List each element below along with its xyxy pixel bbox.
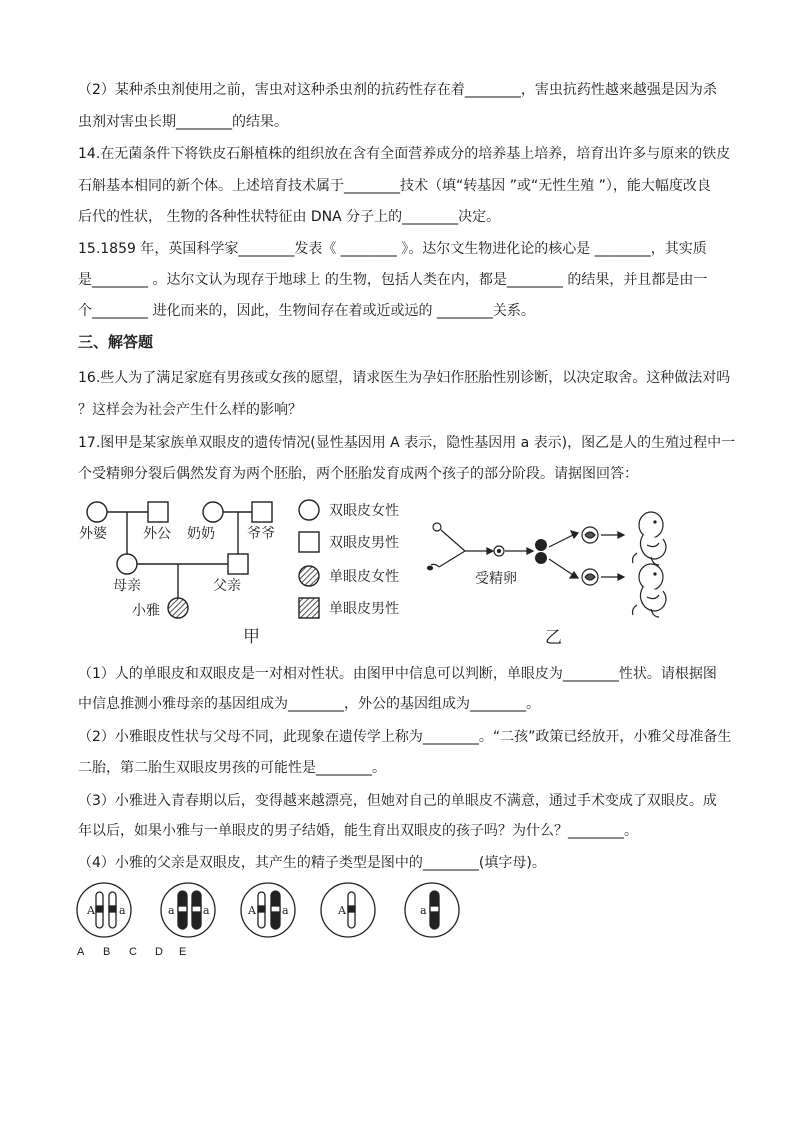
chromosome-cells <box>74 882 474 940</box>
option-e: E <box>179 946 187 958</box>
mother-symbol <box>117 554 137 574</box>
section-title: 三、解答题 <box>78 333 154 351</box>
waigong-label: 外公 <box>143 526 171 542</box>
cell-b-right-allele: a <box>203 904 210 917</box>
q17-2-line2: 二胎，第二胎生双眼皮男孩的可能性是________。 <box>78 760 386 776</box>
option-a: A <box>77 946 85 958</box>
cell-d-allele: A <box>338 904 346 917</box>
cell-c-left-allele: A <box>248 904 256 917</box>
father-label: 父亲 <box>213 578 241 594</box>
waipo-symbol <box>87 502 107 522</box>
yeye-symbol <box>252 502 272 522</box>
yeye-label: 爷爷 <box>247 526 275 542</box>
waipo-label: 外婆 <box>79 526 107 542</box>
q16-line2: ？这样会为社会产生什么样的影响？ <box>78 402 302 418</box>
q17-2-line1: （2）小雅眼皮性状与父母不同，此现象在遗传学上称为________。“二孩”政策已经放开，小雅父母准备生 <box>78 729 732 745</box>
option-c: C <box>129 946 137 958</box>
xiaoya-symbol <box>168 598 188 618</box>
waigong-symbol <box>148 502 168 522</box>
q14-line3: 后代的性状， 生物的各种性状特征由 DNA 分子上的________决定。 <box>78 209 501 225</box>
twin-development-figure <box>425 505 680 650</box>
legend-single-male-label: 单眼皮男性 <box>329 601 399 617</box>
q15-line1: 15.1859 年，英国科学家________发表《 ________ 》。达尔文生物进化论的核心是 ________，其实质 <box>78 241 707 257</box>
q13-part2-line2: 虫剂对害虫长期________的结果。 <box>78 114 288 130</box>
legend-single-female-label: 单眼皮女性 <box>329 569 399 585</box>
q17-4-line1: （4）小雅的父亲是双眼皮，其产生的精子类型是图中的________(填字母)。 <box>78 855 546 871</box>
q14-line2: 石斛基本相同的新个体。上述培育技术属于________技术（填“转基因 ”或“无性生殖 ”），能大幅度改良 <box>78 178 711 194</box>
legend-single-female-symbol <box>299 566 319 586</box>
nainai-symbol <box>203 502 223 522</box>
cell-e <box>405 883 459 937</box>
nainai-label: 奶奶 <box>187 526 215 542</box>
q17-3-line1: （3）小雅进入青春期以后，变得越来越漂亮，但她对自己的单眼皮不满意，通过手术变成了双眼皮。成 <box>78 793 717 809</box>
q13-part2-line1: （2）某种杀虫剂使用之前，害虫对这种杀虫剂的抗药性存在着________，害虫抗药性越来越强是因为杀 <box>78 82 717 98</box>
legend-double-female-symbol <box>299 500 319 520</box>
figure-a-caption: 甲 <box>243 627 260 647</box>
pedigree-figure <box>75 492 435 650</box>
legend-single-male-symbol <box>299 598 319 618</box>
xiaoya-label: 小雅 <box>132 603 160 619</box>
zygote-label: 受精卵 <box>475 571 517 587</box>
q17-3-line2: 年以后，如果小雅与一单眼皮的男子结婚，能生育出双眼皮的孩子吗？为什么？________。 <box>78 823 638 839</box>
option-b: B <box>103 946 111 958</box>
figure-b-caption: 乙 <box>545 628 562 648</box>
q15-line3: 个________ 进化而来的，因此，生物间存在着或近或远的 ________关系。 <box>78 303 535 319</box>
cell-b-left-allele: a <box>168 904 175 917</box>
cell-a-left-allele: A <box>87 904 95 917</box>
q17-1-line2: 中信息推测小雅母亲的基因组成为________，外公的基因组成为________。 <box>78 696 540 712</box>
egg-cell <box>433 523 441 531</box>
cell-d <box>321 883 375 937</box>
q17-1-line1: （1）人的单眼皮和双眼皮是一对相对性状。由图甲中信息可以判断，单眼皮为________性状。请根据图 <box>78 666 717 682</box>
two-cell-bottom <box>535 552 547 564</box>
q17-line2: 个受精卵分裂后偶然发育为两个胚胎，两个胚胎发育成两个孩子的部分阶段。请据图回答： <box>78 466 638 482</box>
cell-e-allele: a <box>420 904 427 917</box>
mother-label: 母亲 <box>113 578 141 594</box>
cell-a-right-allele: a <box>119 904 126 917</box>
q15-line2: 是________ 。达尔文认为现存于地球上 的生物，包括人类在内，都是________ 的结果，并且都是由一 <box>78 272 708 288</box>
legend-double-male-symbol <box>299 532 319 552</box>
father-symbol <box>228 554 248 574</box>
legend-double-female-label: 双眼皮女性 <box>329 503 399 519</box>
fetus-2 <box>633 564 667 617</box>
option-d: D <box>155 946 163 958</box>
two-cell-top <box>535 539 547 551</box>
q17-line1: 17.图甲是某家族单双眼皮的遗传情况(显性基因用 A 表示，隐性基因用 a 表示)，图乙是人的生殖过程中一 <box>78 435 736 451</box>
legend-double-male-label: 双眼皮男性 <box>329 535 399 551</box>
fetus-1 <box>633 512 667 565</box>
q14-line1: 14.在无菌条件下将铁皮石斛植株的组织放在含有全面营养成分的培养基上培养，培育出许多与原来的铁皮 <box>78 146 731 162</box>
q16-line1: 16.些人为了满足家庭有男孩或女孩的愿望，请求医生为孕妇作胚胎性别诊断，以决定取舍。这种做法对吗 <box>78 370 731 386</box>
cell-c-right-allele: a <box>282 904 289 917</box>
